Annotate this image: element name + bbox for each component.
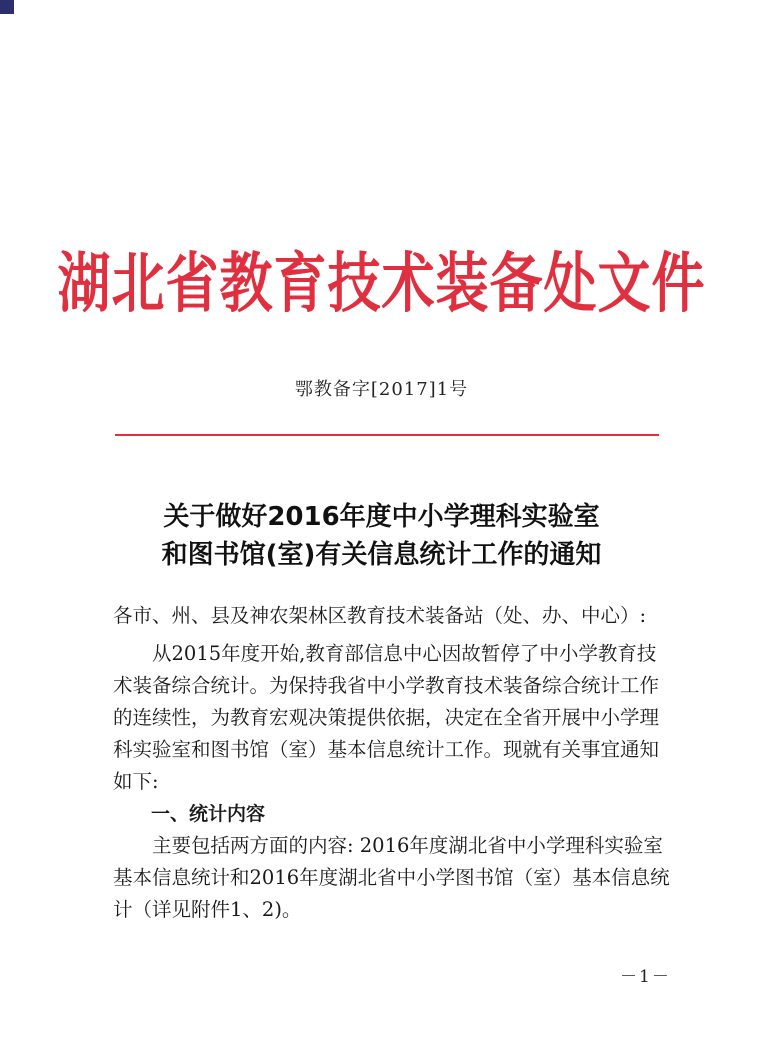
issuer-title: 湖北省教育技术装备处文件: [57, 247, 706, 322]
paragraph-2-line-1: 主要包括两方面的内容: 2016年度湖北省中小学理科实验室: [113, 834, 663, 857]
paragraph-1-line-2: 术装备综合统计。为保持我省中小学教育技术装备综合统计工作: [113, 674, 660, 697]
paragraph-2-line-2: 基本信息统计和2016年度湖北省中小学图书馆（室）基本信息统: [113, 866, 670, 889]
paragraph-1-line-4: 科实验室和图书馆（室）基本信息统计工作。现就有关事宜通知: [113, 738, 660, 761]
page-number: －1－: [620, 967, 671, 987]
scan-corner-mark: [0, 0, 14, 14]
paragraph-2-line-3: 计（详见附件1、2)。: [113, 898, 302, 921]
notice-title-line-1: 关于做好2016年度中小学理科实验室: [163, 502, 600, 532]
addressee-line: 各市、州、县及神农架林区教育技术装备站（处、办、中心）:: [113, 604, 647, 627]
notice-title-line-2: 和图书馆(室)有关信息统计工作的通知: [161, 540, 602, 570]
paragraph-1-line-1: 从2015年度开始,教育部信息中心因故暂停了中小学教育技: [113, 642, 657, 665]
document-number: 鄂教备字[2017]1号: [294, 379, 469, 400]
paragraph-1-line-5: 如下:: [113, 770, 159, 793]
section-1-heading: 一、统计内容: [151, 803, 266, 825]
paragraph-1-line-3: 的连续性，为教育宏观决策提供依据，决定在全省开展中小学理: [113, 706, 660, 729]
red-divider-line: [115, 434, 659, 436]
